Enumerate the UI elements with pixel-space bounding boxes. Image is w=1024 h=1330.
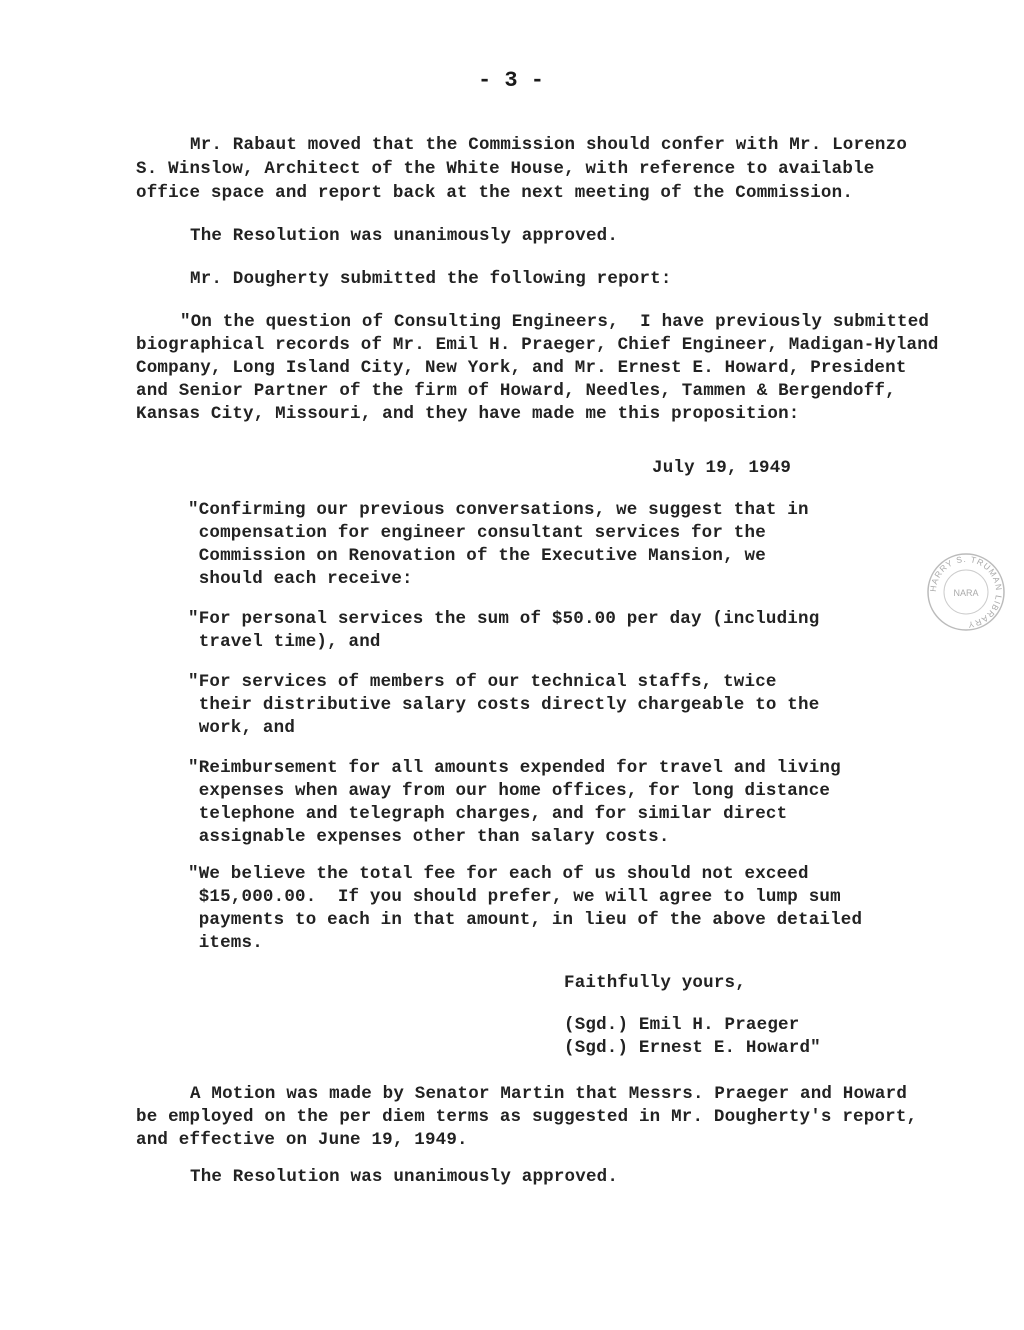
text-line: assignable expenses other than salary costs. [188, 827, 670, 847]
text-line: $15,000.00. If you should prefer, we will agree to lump sum [188, 887, 841, 907]
text-line: "We believe the total fee for each of us should not exceed [188, 864, 809, 884]
text-line: "For personal services the sum of $50.00 per day (including [188, 609, 820, 629]
text-line: Commission on Renovation of the Executive Mansion, we [188, 546, 766, 566]
text-line: expenses when away from our home offices, for long distance [188, 781, 831, 801]
text-line: Mr. Dougherty submitted the following report: [190, 269, 672, 289]
text-line: be employed on the per diem terms as suggested in Mr. Dougherty's report, [136, 1107, 918, 1127]
text-line: A Motion was made by Senator Martin that Messrs. Praeger and Howard [190, 1084, 908, 1104]
stamp-ring-text: HARRY S. TRUMAN LIBRARY [927, 553, 1005, 631]
text-line: The Resolution was unanimously approved. [190, 226, 619, 246]
text-line: should each receive: [188, 569, 413, 589]
text-line: telephone and telegraph charges, and for similar direct [188, 804, 788, 824]
text-line: "For services of members of our technical staffs, twice [188, 672, 777, 692]
text-line: and effective on June 19, 1949. [136, 1130, 468, 1150]
text-line: compensation for engineer consultant services for the [188, 523, 766, 543]
page-number: - 3 - [478, 68, 545, 93]
text-line: "Confirming our previous conversations, we suggest that in [188, 500, 809, 520]
text-line: travel time), and [188, 632, 381, 652]
text-line: items. [188, 933, 263, 953]
signature-line: (Sgd.) Emil H. Praeger [564, 1015, 800, 1035]
text-line: biographical records of Mr. Emil H. Praeger, Chief Engineer, Madigan-Hyland [136, 335, 939, 355]
text-line: their distributive salary costs directly chargeable to the [188, 695, 820, 715]
text-line: The Resolution was unanimously approved. [190, 1167, 619, 1187]
letter-date: July 19, 1949 [652, 458, 792, 478]
stamp-center-text: NARA [953, 588, 979, 598]
text-line: "On the question of Consulting Engineers, I have previously submitted [180, 312, 930, 332]
text-line: "Reimbursement for all amounts expended for travel and living [188, 758, 841, 778]
text-line: S. Winslow, Architect of the White House, with reference to available [136, 159, 875, 179]
text-line: Kansas City, Missouri, and they have made me this proposition: [136, 404, 800, 424]
text-line: payments to each in that amount, in lieu of the above detailed [188, 910, 863, 930]
signature-line: (Sgd.) Ernest E. Howard" [564, 1038, 821, 1058]
text-line: office space and report back at the next meeting of the Commission. [136, 183, 854, 203]
text-line: Company, Long Island City, New York, and Mr. Ernest E. Howard, President [136, 358, 907, 378]
text-line: and Senior Partner of the firm of Howard, Needles, Tammen & Bergendoff, [136, 381, 896, 401]
text-line: work, and [188, 718, 296, 738]
letter-closing: Faithfully yours, [564, 973, 746, 993]
library-stamp-seal [924, 550, 1008, 634]
text-line: Mr. Rabaut moved that the Commission should confer with Mr. Lorenzo [190, 135, 908, 155]
